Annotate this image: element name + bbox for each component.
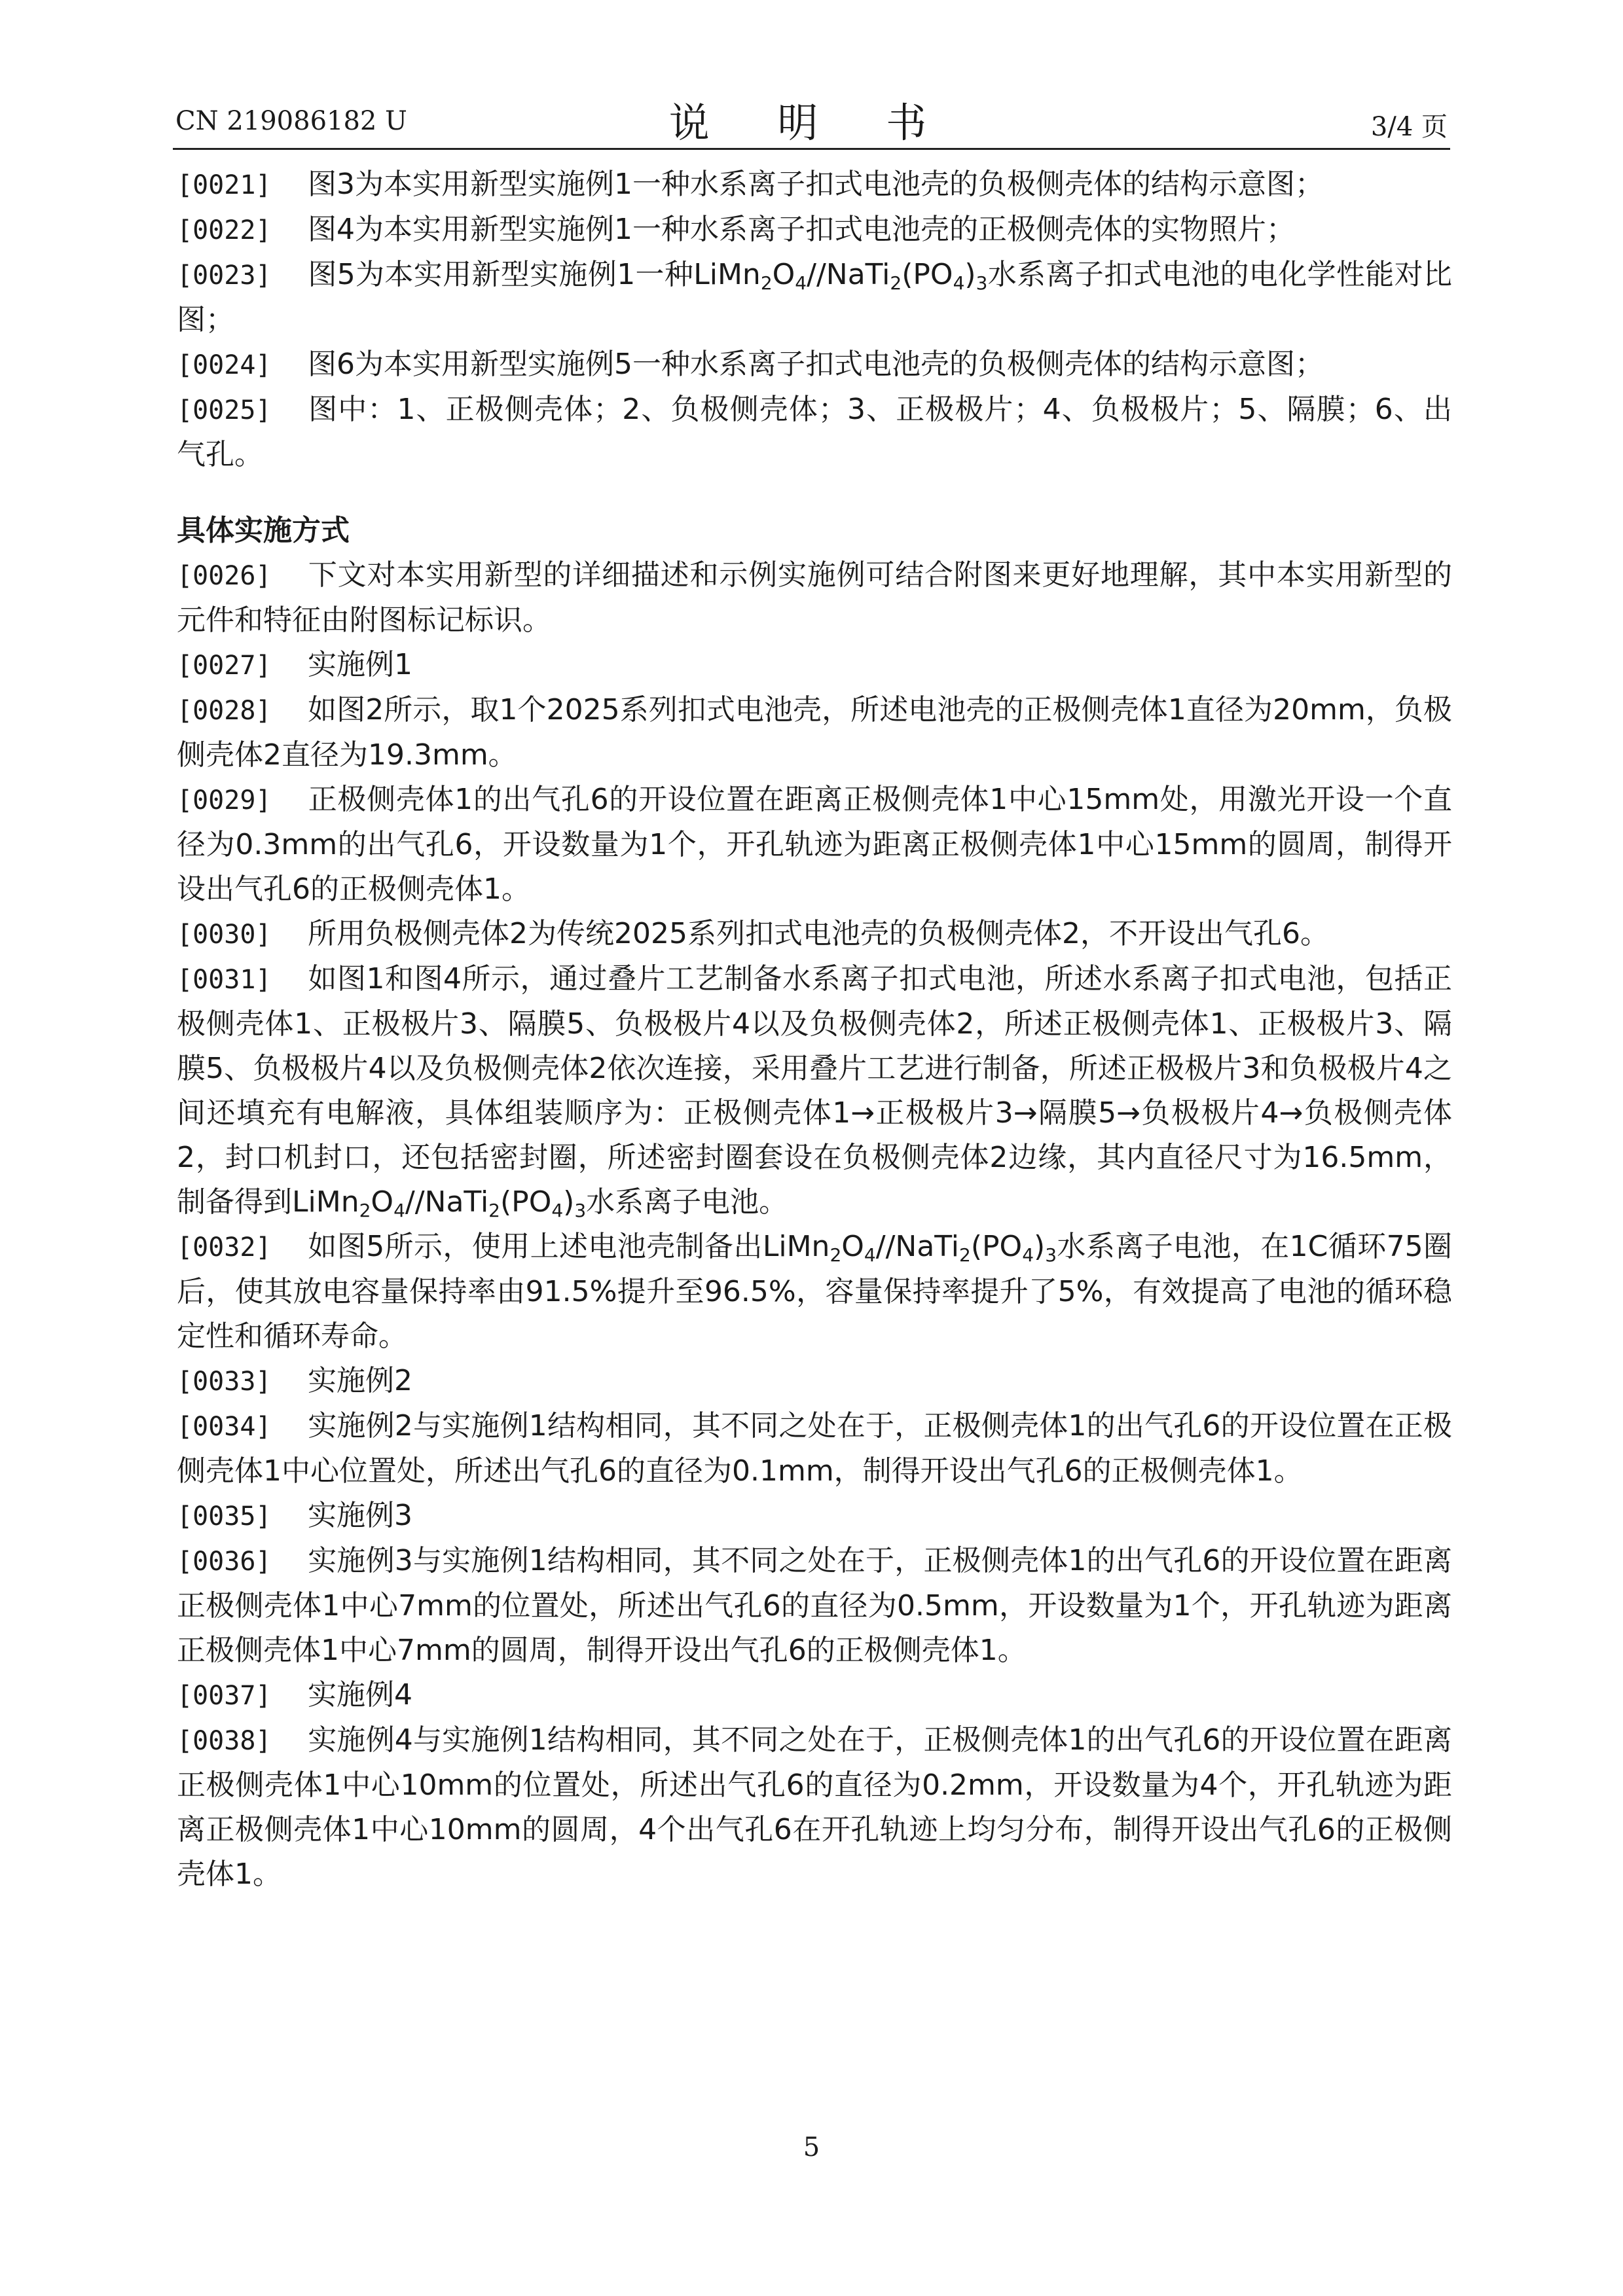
subscript: 4: [795, 272, 807, 294]
paragraph-text: 如图2所示，取1个2025系列扣式电池壳，所述电池壳的正极侧壳体1直径为20mm，负极侧壳体2直径为19.3mm。: [177, 693, 1452, 772]
paragraph-text: 水系离子电池，在1C循环75圈后，使其放电容量保持率由91.5%提升至96.5%，容量保持率提升了5%，有效提高了电池的循环稳定性和循环寿命。: [177, 1230, 1452, 1353]
paragraph-0023: [177, 253, 1452, 342]
paragraph-text: 如图5所示，使用上述电池壳制备出LiMn: [308, 1230, 830, 1263]
subscript: 2: [359, 1200, 371, 1221]
paragraph-text: 水系离子电池。: [586, 1185, 788, 1219]
paragraph-text: 图3为本实用新型实施例1一种水系离子扣式电池壳的负极侧壳体的结构示意图；: [308, 168, 1324, 201]
formula-part: (PO: [500, 1185, 552, 1219]
paragraph-number: [0036]: [177, 1547, 272, 1577]
paragraph-number: [0033]: [177, 1367, 272, 1397]
formula-part: O: [371, 1185, 394, 1219]
paragraph-number: [0021]: [177, 170, 272, 200]
formula-part: ): [563, 1185, 575, 1219]
paragraph-number: [0029]: [177, 785, 272, 816]
paragraph-number: [0025]: [177, 395, 272, 425]
paragraph-number: [0027]: [177, 651, 272, 681]
paragraph-0029: [177, 778, 1452, 912]
paragraph-number: [0038]: [177, 1726, 272, 1756]
paragraph-text: 如图1和图4所示，通过叠片工艺制备水系离子扣式电池，所述水系离子扣式电池，包括正极侧壳体1、正极极片3、隔膜5、负极极片4以及负极侧壳体2，所述正极侧壳体1、正极极片3、隔膜5、负极极片4以及负极侧壳体2依次连接，采用叠片工艺进行制备，所述正极极片3和负极极片4之间还填充有电解液，具体组装顺序为：正极侧壳体1→正极极片3→隔膜5→负极极片4→负极侧壳体2，封口机封口，还包括密封圈，所述密封圈套设在负极侧壳体2边缘，其内直径尺寸为16.5mm，制备得到LiMn: [177, 962, 1452, 1219]
paragraph-text: 实施例3: [308, 1499, 412, 1532]
paragraph-text: 图6为本实用新型实施例5一种水系离子扣式电池壳的负极侧壳体的结构示意图；: [308, 348, 1324, 381]
paragraph-0033: [177, 1359, 1452, 1404]
formula-part: //NaTi: [875, 1230, 960, 1263]
subscript: 2: [488, 1200, 500, 1221]
subscript: 2: [890, 272, 902, 294]
paragraph-text: 图5为本实用新型实施例1一种LiMn: [308, 258, 761, 291]
paragraph-number: [0028]: [177, 696, 272, 726]
subscript: 2: [959, 1244, 971, 1266]
page-number: 5: [803, 2132, 820, 2162]
paragraph-number: [0023]: [177, 260, 272, 291]
paragraph-text: 实施例4与实施例1结构相同，其不同之处在于，正极侧壳体1的出气孔6的开设位置在距离正极侧壳体1中心10mm的位置处，所述出气孔6的直径为0.2mm，开设数量为4个，开孔轨迹为距离正极侧壳体1中心10mm的圆周，4个出气孔6在开孔轨迹上均匀分布，制得开设出气孔6的正极侧壳体1。: [177, 1723, 1452, 1891]
paragraph-text: 实施例2: [308, 1364, 412, 1397]
paragraph-text: 实施例4: [308, 1678, 412, 1712]
paragraph-number: [0024]: [177, 350, 272, 380]
paragraph-text: 所用负极侧壳体2为传统2025系列扣式电池壳的负极侧壳体2，不开设出气孔6。: [308, 917, 1329, 950]
formula-part: (PO: [970, 1230, 1023, 1263]
paragraph-number: [0022]: [177, 215, 272, 245]
paragraph-0027: [177, 643, 1452, 688]
formula-part: (PO: [902, 258, 953, 291]
formula-part: ): [1034, 1230, 1046, 1263]
header-divider: [173, 148, 1450, 150]
paragraph-0036: [177, 1539, 1452, 1673]
paragraph-0024: [177, 342, 1452, 387]
subscript: 2: [830, 1244, 842, 1266]
formula-part: //NaTi: [807, 258, 890, 291]
paragraph-text: 下文对本实用新型的详细描述和示例实施例可结合附图来更好地理解，其中本实用新型的元件和特征由附图标记标识。: [177, 558, 1452, 637]
paragraph-number: [0034]: [177, 1412, 272, 1442]
paragraph-0034: [177, 1404, 1452, 1494]
paragraph-number: [0037]: [177, 1681, 272, 1711]
paragraph-0028: [177, 688, 1452, 778]
paragraph-text: 正极侧壳体1的出气孔6的开设位置在距离正极侧壳体1中心15mm处，用激光开设一个直径为0.3mm的出气孔6，开设数量为1个，开孔轨迹为距离正极侧壳体1中心15mm的圆周，制得开设出气孔6的正极侧壳体1。: [177, 783, 1452, 906]
paragraph-0022: [177, 207, 1452, 253]
subscript: 3: [976, 272, 988, 294]
formula-part: O: [772, 258, 795, 291]
paragraph-0037: [177, 1673, 1452, 1718]
paragraph-0035: [177, 1494, 1452, 1539]
paragraph-0026: [177, 553, 1452, 643]
paragraph-text: 实施例1: [308, 648, 412, 681]
formula-part: ): [964, 258, 976, 291]
paragraph-text: 水系离子扣式电池的电化学性能对比图；: [177, 258, 1453, 336]
subscript: 3: [1045, 1244, 1057, 1266]
subscript: 2: [760, 272, 773, 294]
paragraph-text: 图4为本实用新型实施例1一种水系离子扣式电池壳的正极侧壳体的实物照片；: [308, 213, 1295, 246]
document-title: 说 明 书: [668, 99, 955, 147]
subscript: 4: [864, 1244, 876, 1266]
paragraph-0025: [177, 387, 1452, 477]
subscript: 3: [574, 1200, 587, 1221]
paragraph-0021: [177, 162, 1452, 207]
paragraph-number: [0032]: [177, 1232, 272, 1263]
paragraph-text: 实施例3与实施例1结构相同，其不同之处在于，正极侧壳体1的出气孔6的开设位置在距离正极侧壳体1中心7mm的位置处，所述出气孔6的直径为0.5mm，开设数量为1个，开孔轨迹为距离正极侧壳体1中心7mm的圆周，制得开设出气孔6的正极侧壳体1。: [177, 1544, 1452, 1667]
patent-number: CN 219086182 U: [175, 106, 407, 136]
formula-part: O: [841, 1230, 864, 1263]
paragraph-0031: [177, 957, 1452, 1225]
page-info: 3/4 页: [1370, 112, 1448, 142]
paragraph-0038: [177, 1718, 1452, 1897]
section-title: 具体实施方式: [177, 514, 350, 547]
paragraph-number: [0030]: [177, 920, 272, 950]
paragraph-text: 图中：1、正极侧壳体；2、负极侧壳体；3、正极极片；4、负极极片；5、隔膜；6、出气孔。: [177, 393, 1452, 471]
subscript: 4: [393, 1200, 405, 1221]
paragraph-number: [0035]: [177, 1501, 272, 1532]
paragraph-0032: [177, 1225, 1452, 1359]
document-body: [177, 162, 1452, 1897]
paragraph-text: 实施例2与实施例1结构相同，其不同之处在于，正极侧壳体1的出气孔6的开设位置在正极侧壳体1中心位置处，所述出气孔6的直径为0.1mm，制得开设出气孔6的正极侧壳体1。: [177, 1409, 1452, 1488]
paragraph-number: [0026]: [177, 561, 272, 591]
subscript: 4: [1022, 1244, 1034, 1266]
subscript: 4: [551, 1200, 564, 1221]
formula-part: //NaTi: [405, 1185, 489, 1219]
subscript: 4: [953, 272, 965, 294]
paragraph-0030: [177, 912, 1452, 957]
paragraph-number: [0031]: [177, 965, 272, 995]
